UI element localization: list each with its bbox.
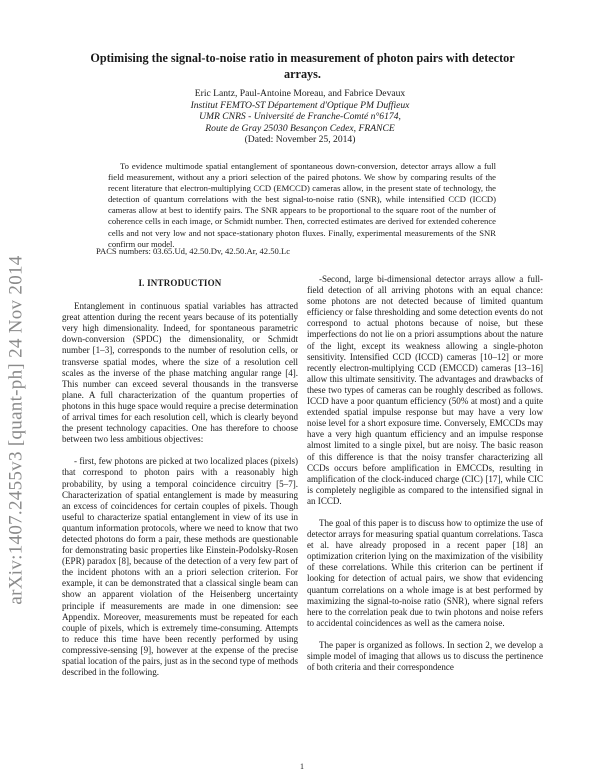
paragraph: The goal of this paper is to discuss how to optimize the use of detector arrays for measuring spatial quantum correlations. Tasca et al. have already proposed in a recent paper [18] an optimization criterion lying on the maximization of the visibility of these correlations. While this criterion can be pertinent if looking for detection of actual pairs, we show that evidencing quantum correlations on a whole image is at best performed by maximizing the signal-to-noise ratio (SNR), where signal refers here to the correlation peak due to twin photons and noise refers to accidental coincidences as well as the camera noise.: [307, 517, 543, 628]
arxiv-identifier: arXiv:1407.2455v3 [quant-ph] 24 Nov 2014: [6, 255, 28, 605]
authors: Eric Lantz, Paul-Antoine Moreau, and Fabrice Devaux: [194, 88, 406, 99]
affiliation-line-1: Institut FEMTO-ST Département d'Optique PM Duffieux: [190, 99, 410, 111]
paper-title: Optimising the signal-to-noise ratio in measurement of photon pairs with detector arrays.: [90, 51, 515, 81]
page-number: 1: [300, 762, 304, 771]
dated: (Dated: November 25, 2014): [244, 134, 356, 146]
paragraph: The paper is organized as follows. In section 2, we develop a simple model of imaging that allows us to discuss the pertinence of both criteria and their correspondence: [307, 639, 543, 673]
paragraph: - first, few photons are picked at two localized places (pixels) that correspond to photon pairs with a reasonably high probability, by using a temporal coincidence circuitry [5–7]. Characterization of spatial entanglement is made by measuring an excess of coincidences for certain couples of pixels. Though useful to characterize spatial entanglement in view of its use in quantum information protocols, where we need to know that two detected photons do form a pair, these methods are questionable for demonstrating basic properties like Einstein-Podolsky-Rosen (EPR) paradox [8], because of the detection of a very few part of the incident photons with an a priori selection criterion. For example, it can be demonstrated that a classical single beam can show an apparent violation of the Heisenberg uncertainty principle if measurements are made in one dimension: see Appendix. Moreover, measurements must be repeated for each couple of pixels, which is extremely time-consuming. Attempts to reduce this time have been recently performed by using compressive-sensing [9], however at the expense of the precise spatial location of the pairs, just as in the second type of methods described in the following.: [62, 456, 298, 678]
right-column: [307, 274, 543, 684]
affiliation-line-3: Route de Gray 25030 Besançon Cedex, FRANCE: [205, 122, 395, 134]
section-heading-introduction: I. INTRODUCTION: [138, 278, 222, 288]
affiliation-line-2: UMR CNRS - Université de Franche-Comté n°6174,: [199, 111, 401, 123]
author-block: [60, 88, 540, 146]
left-column: [62, 275, 298, 689]
paragraph: -Second, large bi-dimensional detector arrays allow a full-field detection of all arriving photons with an equal chance: some photons are not detected because of limited quantum efficiency or false thresholding and some detection events do not correspond to actual photons because of noise, but these imperfections do not lie on a priori assumptions about the nature of the light, except its weakness allowing a single-photon sensitivity. Intensified CCD (ICCD) cameras [10–12] or more recently electron-multiplying CCD (EMCCD) cameras [13–16] allow this ultimate sensitivity. The advantages and drawbacks of these two types of cameras can be roughly described as follows. ICCD have a poor quantum efficiency (50% at most) and a quite extended spatial impulse response but may have a very low noise level for a short exposure time. Conversely, EMCCDs may have a very high quantum efficiency and an impulse response almost limited to a single pixel, but are noisy. The basic reason of this difference is that the noisy transfer characterizing all CCDs occurs before amplification in EMCCDs, resulting in amplification of the clock-induced charge (CIC) [17], while CIC is completely negligible as compared to the intensified signal in an ICCD.: [307, 274, 543, 506]
abstract: To evidence multimode spatial entanglement of spontaneous down-conversion, detector arrays allow a full field measurement, without any a priori selection of the paired photons. We show by comparing results of the recent literature that electron-multiplying CCD (EMCCD) cameras allow, in the present state of technology, the detection of quantum correlations with the best signal-to-noise ratio (SNR), while intensified CCD (ICCD) cameras allow at best to identify pairs. The SNR appears to be proportional to the square root of the number of coherence cells in each image, or Schmidt number. Then, corrected estimates are derived for extended coherence cells and not very low and not space-stationary photon fluxes. Finally, experimental measurements of the SNR confirm our model.: [108, 161, 496, 249]
pacs-numbers: PACS numbers: 03.65.Ud, 42.50.Dv, 42.50.Ar, 42.50.Lc: [96, 246, 291, 256]
paragraph: Entanglement in continuous spatial variables has attracted great attention during the recent years because of its potentially very high dimensionality. Indeed, for spontaneous parametric down-conversion (SPDC) the dimensionality, or Schmidt number [1–3], corresponds to the number of resolution cells, or transverse spatial modes, where the size of a resolution cell scales as the inverse of the phase matching angular range [4]. This number can exceed several thousands in the transverse plane. A full characterization of the quantum properties of photons in this huge space would require a precise determination of arrival times for each resolution cell, which is clearly beyond the present technology capacities. One has therefore to choose between two less ambitious objectives:: [62, 301, 298, 445]
